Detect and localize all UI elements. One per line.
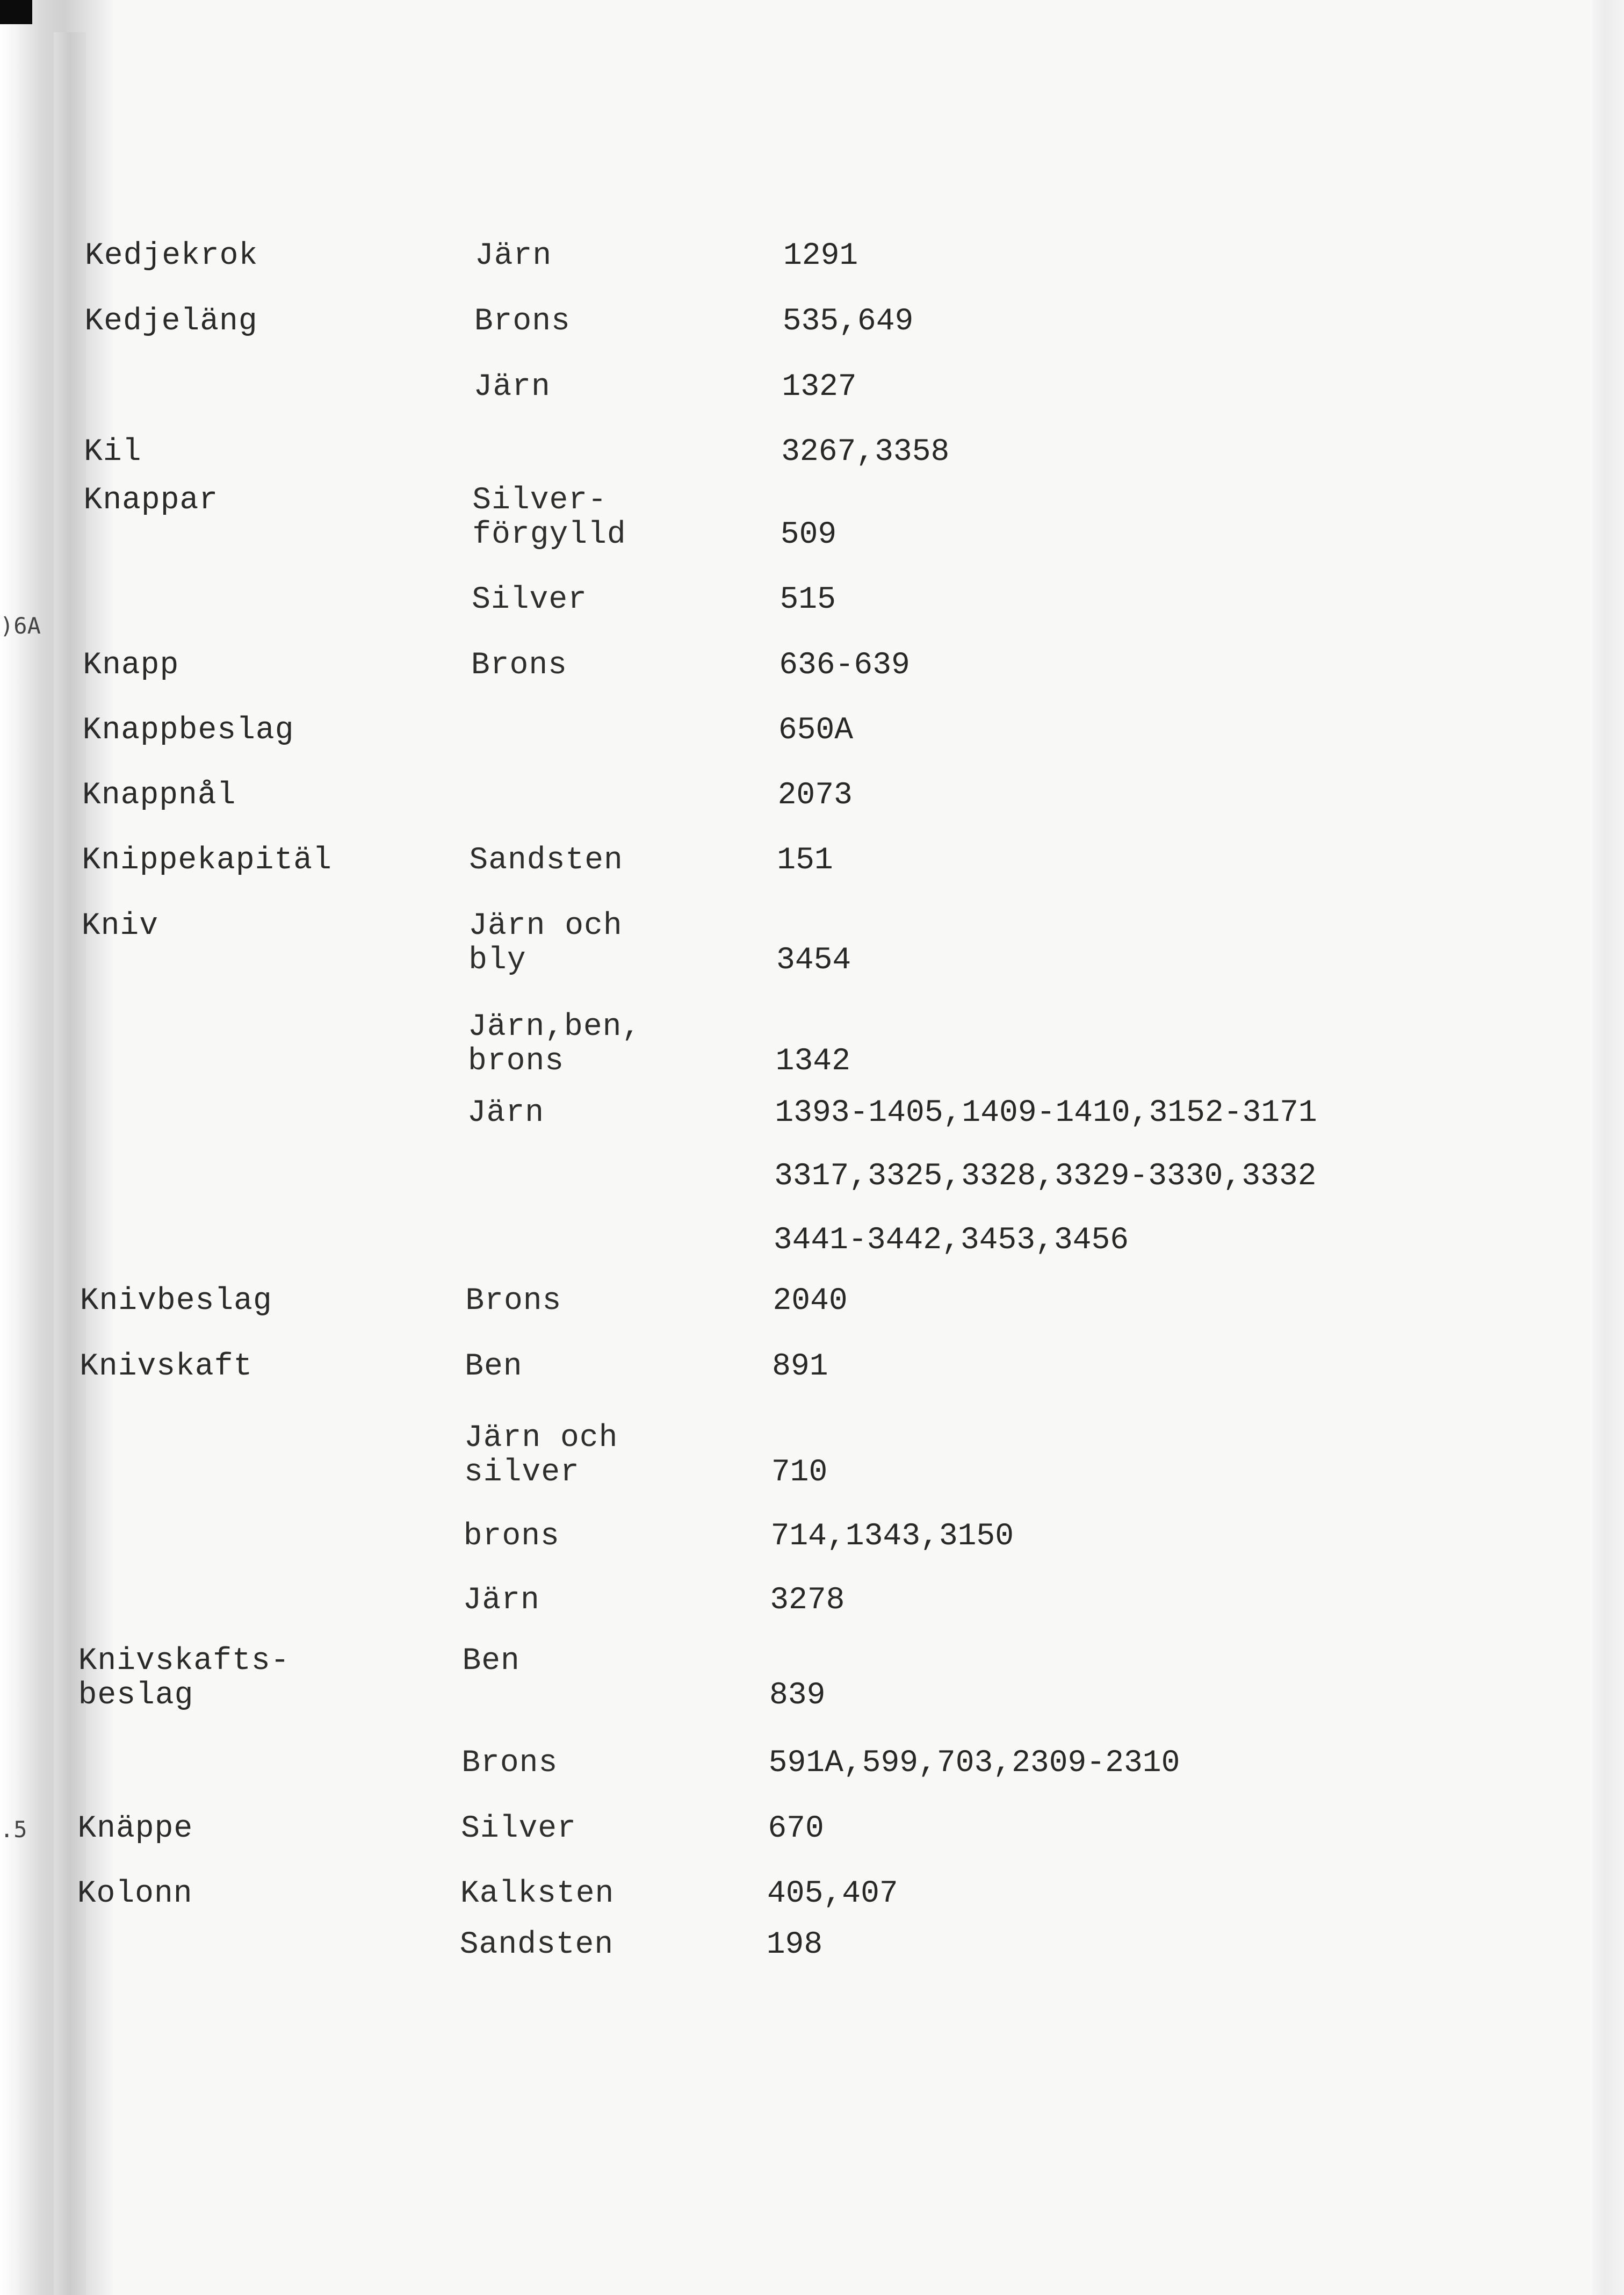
- material-name: Järn och bly: [468, 909, 623, 978]
- catalog-numbers: 1393-1405,1409-1410,3152-3171: [775, 1096, 1317, 1131]
- index-term: Kedjeläng: [84, 304, 258, 339]
- material-name: Ben: [465, 1349, 523, 1384]
- material-name: Järn: [463, 1583, 540, 1618]
- material-name: Järn: [473, 370, 551, 405]
- material-name: Brons: [465, 1284, 562, 1319]
- material-name: Järn: [467, 1096, 545, 1131]
- index-term: Knippekapitäl: [82, 843, 332, 878]
- catalog-numbers: 650A: [778, 713, 854, 748]
- index-term: Knappbeslag: [82, 713, 294, 748]
- index-term: Knivskaft: [80, 1349, 253, 1384]
- catalog-numbers: 3317,3325,3328,3329-3330,3332: [774, 1159, 1317, 1194]
- index-term: Knivskafts- beslag: [78, 1644, 290, 1713]
- material-name: Järn och silver: [464, 1421, 618, 1490]
- catalog-numbers: 515: [779, 582, 836, 617]
- catalog-numbers: 3441-3442,3453,3456: [773, 1223, 1129, 1258]
- page-edge: [1592, 0, 1624, 2295]
- material-name: Ben: [462, 1644, 520, 1679]
- margin-mark: .5: [0, 1816, 27, 1843]
- catalog-numbers: 1327: [782, 370, 857, 405]
- material-name: Silver: [461, 1811, 576, 1846]
- index-term: Kolonn: [77, 1876, 193, 1911]
- catalog-numbers: 198: [766, 1927, 823, 1962]
- material-name: Brons: [471, 648, 567, 683]
- material-name: brons: [463, 1519, 560, 1554]
- index-term: Kil: [84, 435, 142, 470]
- material-name: Järn: [475, 239, 552, 274]
- index-term: Knäppe: [77, 1811, 193, 1846]
- catalog-numbers: 1291: [783, 239, 858, 274]
- binding-fold: [54, 32, 86, 2295]
- material-name: Brons: [461, 1746, 558, 1781]
- catalog-numbers: 3454: [776, 943, 851, 978]
- index-term: Knapp: [83, 648, 179, 683]
- catalog-numbers: 405,407: [767, 1876, 898, 1911]
- catalog-numbers: 891: [772, 1349, 828, 1384]
- material-name: Järn,ben, brons: [468, 1010, 641, 1079]
- catalog-numbers: 3278: [770, 1583, 845, 1618]
- catalog-numbers: 636-639: [779, 648, 910, 683]
- catalog-numbers: 535,649: [782, 304, 914, 339]
- index-term: Knappnål: [82, 778, 236, 813]
- catalog-numbers: 509: [780, 517, 837, 552]
- catalog-numbers: 151: [777, 843, 833, 878]
- catalog-numbers: 1342: [775, 1044, 850, 1079]
- catalog-numbers: 3267,3358: [781, 435, 950, 470]
- catalog-numbers: 591A,599,703,2309-2310: [768, 1746, 1180, 1781]
- catalog-numbers: 839: [769, 1678, 826, 1713]
- material-name: Brons: [474, 304, 571, 339]
- catalog-numbers: 710: [771, 1455, 828, 1490]
- catalog-numbers: 2073: [777, 778, 853, 813]
- catalog-numbers: 714,1343,3150: [770, 1519, 1014, 1554]
- index-term: Kedjekrok: [85, 239, 258, 274]
- margin-mark: )6A: [0, 613, 41, 639]
- material-name: Kalksten: [460, 1876, 615, 1911]
- index-term: Knivbeslag: [80, 1284, 272, 1319]
- material-name: Sandsten: [469, 843, 623, 878]
- material-name: Silver- förgylld: [472, 483, 626, 552]
- index-term: Knappar: [83, 483, 219, 518]
- catalog-numbers: 670: [768, 1811, 824, 1846]
- catalog-numbers: 2040: [773, 1284, 848, 1319]
- material-name: Silver: [472, 582, 587, 617]
- index-term: Kniv: [81, 909, 159, 944]
- material-name: Sandsten: [459, 1927, 614, 1962]
- scan-corner: [0, 0, 32, 24]
